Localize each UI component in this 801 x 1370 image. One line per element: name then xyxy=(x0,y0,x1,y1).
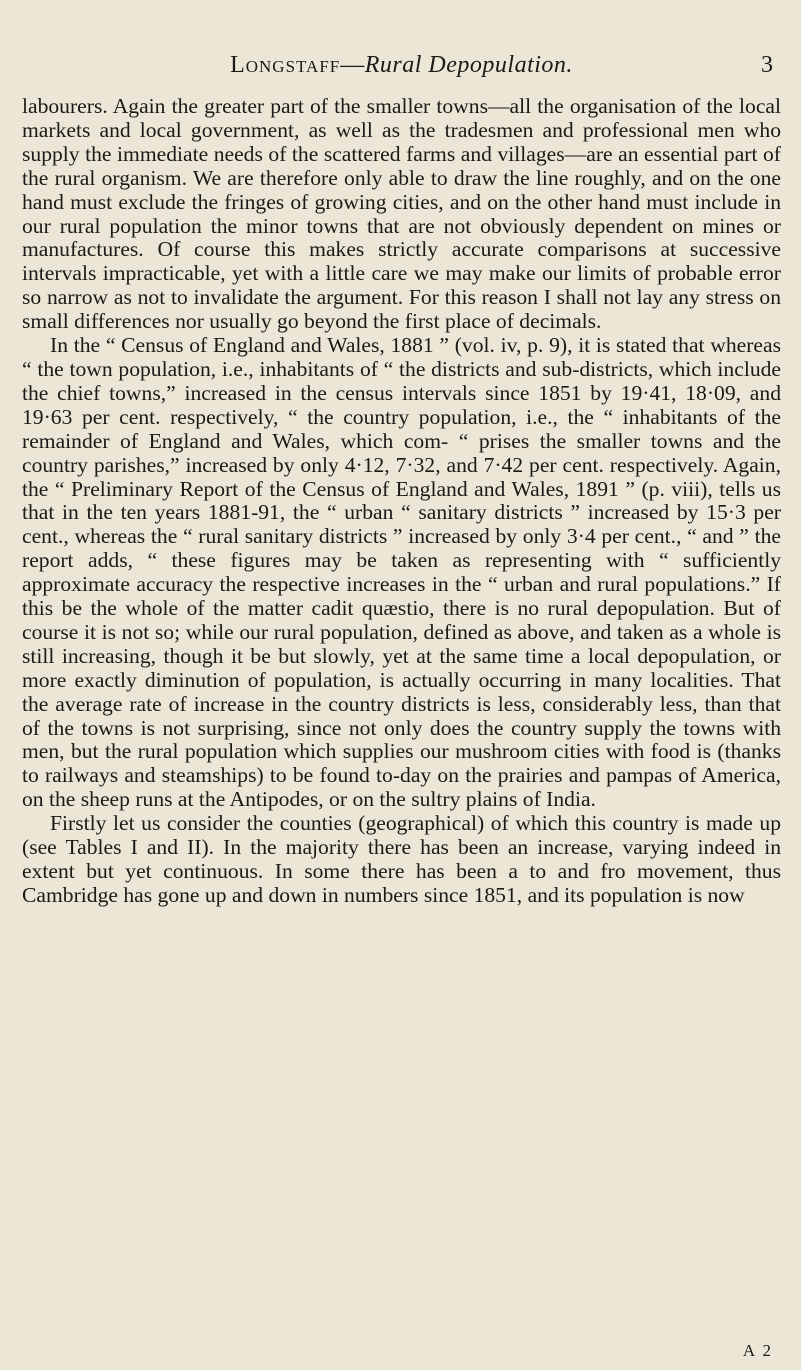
running-head xyxy=(22,48,781,82)
paragraph-2: In the “ Census of England and Wales, 1881 ” (vol. iv, p. 9), it is stated that whereas “ the town population, i.e., inhabitants of “ the districts and sub-districts, which include the chief towns,” increased in the census intervals since 1851 by 19·41, 18·09, and 19·63 per cent. respectively, “ the country population, i.e., the “ inhabitants of the remainder of England and Wales, which com- “ prises the smaller towns and the country parishes,” increased by only 4·12, 7·32, and 7·42 per cent. respectively. Again, the “ Preliminary Report of the Census of England and Wales, 1891 ” (p. viii), tells us that in the ten years 1881-91, the “ urban “ sanitary districts ” increased by 15·3 per cent., whereas the “ rural sanitary districts ” increased by only 3·4 per cent., “ and ” the report adds, “ these figures may be taken as representing with “ sufficiently approximate accuracy the respective increases in the “ urban and rural populations.” If this be the whole of the matter cadit quæstio, there is no rural depopulation. But of course it is not so; while our rural population, defined as above, and taken as a whole is still increasing, though it be but slowly, yet at the same time a local depopulation, or more exactly diminution of population, is actually occurring in many localities. That the average rate of increase in the country districts is less, considerably less, than that of the towns is not surprising, since not only does the country supply the towns with men, but the rural population which supplies our mushroom cities with food is (thanks to railways and steamships) to be found to-day on the prairies and pampas of America, on the sheep runs at the Antipodes, or on the sultry plains of India. xyxy=(22,333,781,812)
page-number: 3 xyxy=(761,52,773,78)
running-head-title: Rural Depopulation. xyxy=(364,52,573,78)
body-text xyxy=(22,95,781,908)
running-head-title-line xyxy=(22,48,781,82)
paragraph-3: Firstly let us consider the counties (geographical) of which this country is made up (see Tables I and II). In the majority there has been an increase, varying indeed in extent but yet continuous. In some there has been a to and fro movement, thus Cambridge has gone up and down in numbers since 1851, and its population is now xyxy=(22,811,781,907)
paragraph-1: labourers. Again the greater part of the smaller towns—all the organisation of the local markets and local government, as well as the tradesmen and professional men who supply the immediate needs of the scattered farms and villages—are an essential part of the rural organism. We are therefore only able to draw the line roughly, and on the one hand must exclude the fringes of growing cities, and on the other hand must include in our rural population the minor towns that are not obviously dependent on mines or manufactures. Of course this makes strictly accurate comparisons at successive intervals impracticable, yet with a little care we may make our limits of probable error so narrow as not to invalidate the argument. For this reason I shall not lay any stress on small differences nor usually go beyond the first place of decimals. xyxy=(22,94,781,334)
running-head-author: Longstaff xyxy=(230,52,341,78)
signature-mark: A 2 xyxy=(742,1341,773,1360)
running-head-separator: — xyxy=(340,52,365,78)
